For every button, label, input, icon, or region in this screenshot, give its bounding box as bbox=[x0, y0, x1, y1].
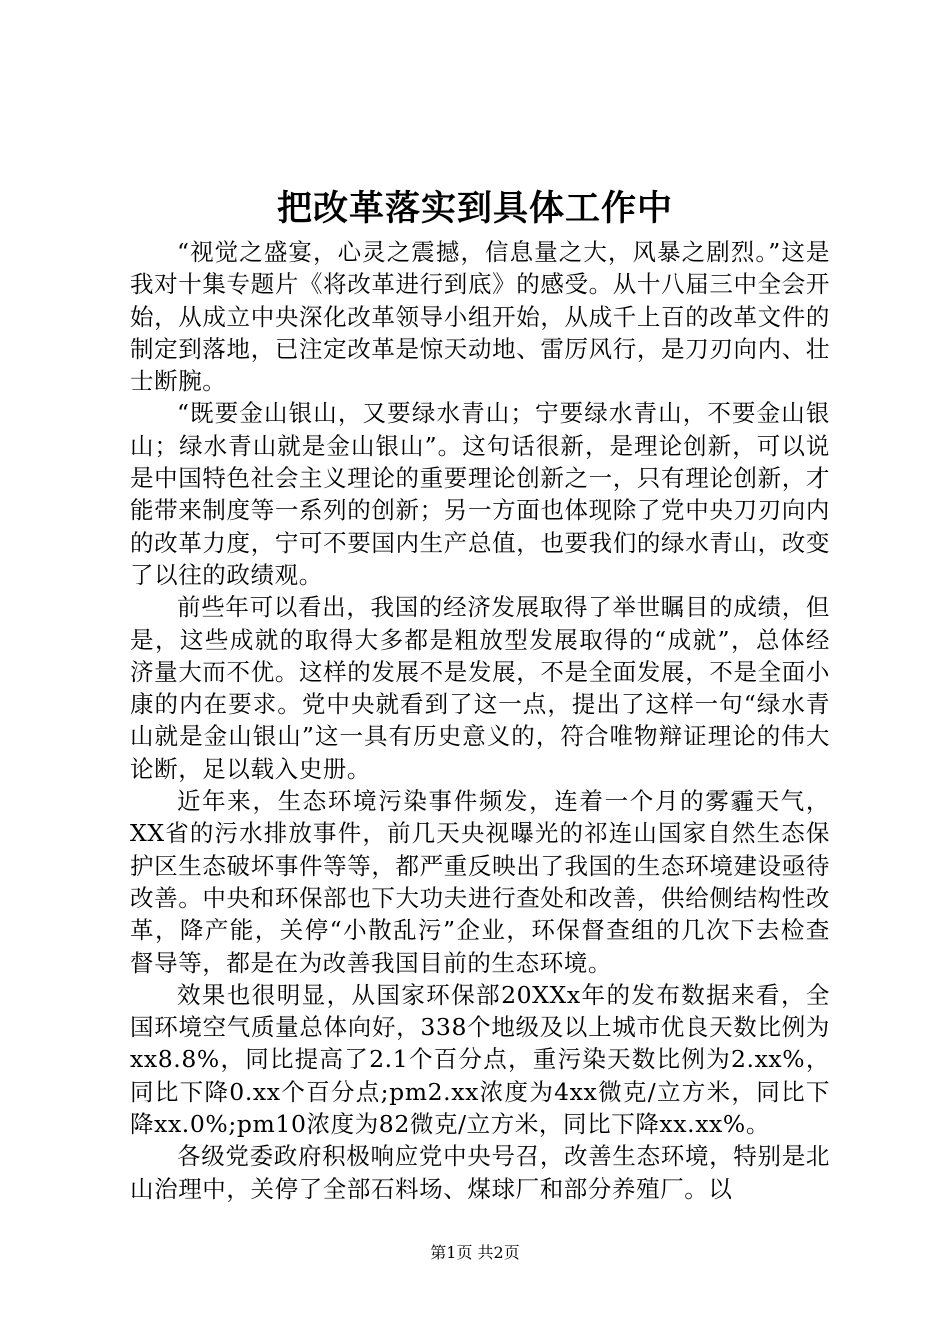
paragraph-4: 近年来，生态环境污染事件频发，连着一个月的雾霾天气，XX省的污水排放事件，前几天央视曝光的祁连山国家自然生态保护区生态破坏事件等等，都严重反映出了我国的生态环境建设亟待改善。中央和环保部也下大功夫进行查处和改善，供给侧结构性改革，降产能，关停“小散乱污”企业，环保督查组的几次下去检查督导等，都是在为改善我国目前的生态环境。 bbox=[130, 787, 830, 977]
page-number-footer: 第1页 共2页 bbox=[430, 1243, 520, 1262]
paragraph-3: 前些年可以看出，我国的经济发展取得了举世瞩目的成绩，但是，这些成就的取得大多都是粗放型发展取得的“成就”，总体经济量大而不优。这样的发展不是发展，不是全面发展，不是全面小康的内在要求。党中央就看到了这一点，提出了这样一句“绿水青山就是金山银山”这一具有历史意义的，符合唯物辩证理论的伟大论断，足以载入史册。 bbox=[130, 593, 830, 783]
paragraph-2: “既要金山银山，又要绿水青山；宁要绿水青山，不要金山银山；绿水青山就是金山银山”。这句话很新，是理论创新，可以说是中国特色社会主义理论的重要理论创新之一，只有理论创新，才能带来制度等一系列的创新；另一方面也体现除了党中央刀刃向内的改革力度，宁可不要国内生产总值，也要我们的绿水青山，改变了以往的政绩观。 bbox=[130, 399, 830, 589]
paragraph-5: 效果也很明显，从国家环保部20XXx年的发布数据来看，全国环境空气质量总体向好，338个地级及以上城市优良天数比例为xx8.8%，同比提高了2.1个百分点，重污染天数比例为2.xx%，同比下降0.xx个百分点;pm2.xx浓度为4xx微克/立方米，同比下降xx.0%;pm10浓度为82微克/立方米，同比下降xx.xx%。 bbox=[130, 980, 830, 1139]
paragraph-1: “视觉之盛宴，心灵之震撼，信息量之大，风暴之剧烈。”这是我对十集专题片《将改革进行到底》的感受。从十八届三中全会开始，从成立中央深化改革领导小组开始，从成千上百的改革文件的制定到落地，已注定改革是惊天动地、雷厉风行，是刀刃向内、壮士断腕。 bbox=[130, 238, 830, 396]
document-body bbox=[130, 236, 830, 1205]
paragraph-6: 各级党委政府积极响应党中央号召，改善生态环境，特别是北山治理中，关停了全部石料场、煤球厂和部分养殖厂。以 bbox=[130, 1142, 830, 1203]
document-title: 把改革落实到具体工作中 bbox=[276, 188, 673, 229]
